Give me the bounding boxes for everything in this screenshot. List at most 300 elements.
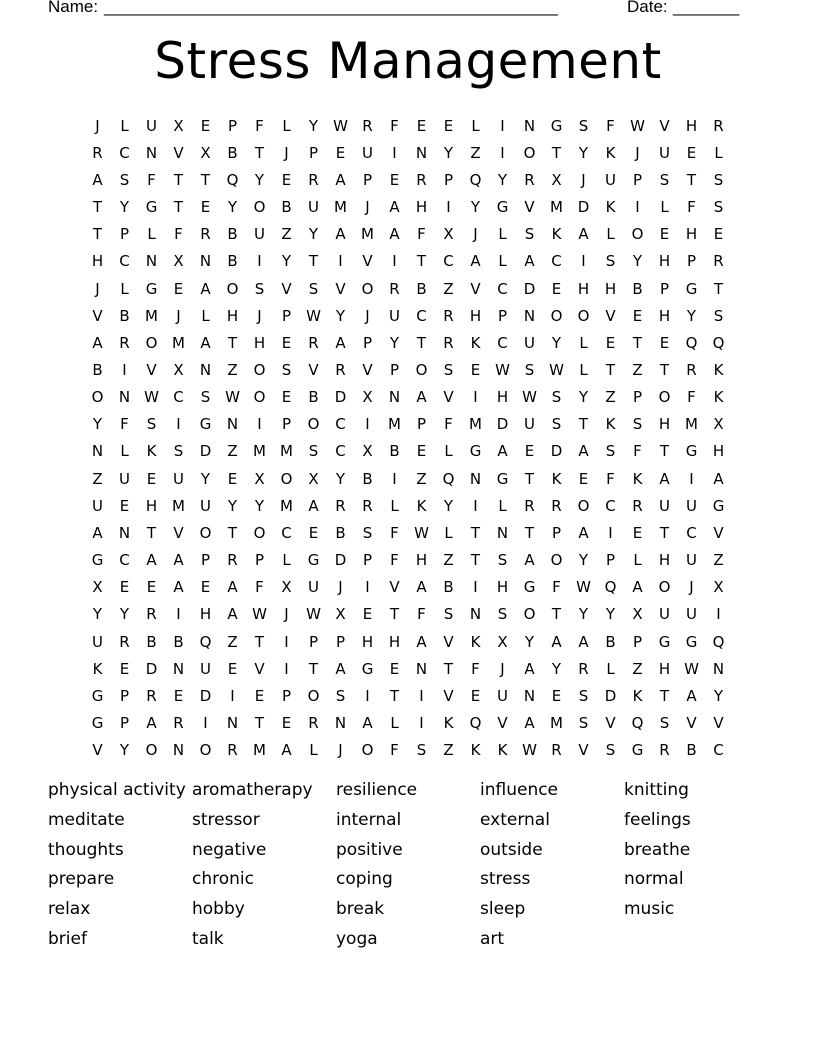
grid-letter: L [390,714,399,733]
grid-letter: I [257,415,262,434]
grid-letter: W [684,659,699,678]
grid-letter: P [389,360,400,379]
grid-letter: H [712,442,725,461]
grid-letter: O [199,741,212,760]
grid-letter: G [550,116,563,135]
grid-letter: J [95,116,100,135]
grid-letter: E [713,225,724,244]
grid-letter: P [659,279,670,298]
grid-letter: Z [92,469,103,488]
grid-letter: R [713,252,724,271]
grid-letter: G [145,198,158,217]
grid-letter: Y [119,198,130,217]
grid-letter: X [173,252,184,271]
grid-letter: X [173,360,184,379]
grid-letter: M [550,198,563,217]
grid-letter: E [470,686,481,705]
grid-letter: I [365,415,370,434]
grid-letter: P [254,551,265,570]
grid-letter: U [686,496,697,515]
grid-letter: Y [578,143,589,162]
grid-letter: T [713,279,724,298]
grid-letter: F [552,578,561,597]
grid-letter: E [227,469,238,488]
grid-letter: T [416,333,427,352]
grid-letter: I [608,523,613,542]
grid-letter: E [173,279,184,298]
grid-letter: A [335,659,346,678]
grid-letter: S [443,360,454,379]
grid-letter: M [550,714,563,733]
grid-letter: W [252,605,267,624]
grid-letter: O [658,388,671,407]
grid-letter: V [362,252,373,271]
grid-letter: L [579,360,588,379]
grid-letter: R [335,496,346,515]
grid-letter: U [92,496,103,515]
grid-letter: P [362,170,373,189]
grid-letter: Y [551,333,562,352]
grid-letter: Z [227,632,238,651]
grid-letter: N [172,741,185,760]
grid-letter: Y [308,116,319,135]
grid-letter: E [173,686,184,705]
grid-letter: M [361,225,374,244]
grid-letter: X [497,632,508,651]
grid-letter: A [524,714,535,733]
grid-letter: H [685,225,698,244]
grid-letter: F [606,469,615,488]
grid-letter: I [392,469,397,488]
grid-letter: Y [524,632,535,651]
grid-letter: I [365,686,370,705]
grid-letter: N [91,442,104,461]
grid-letter: G [145,279,158,298]
grid-letter: I [284,659,289,678]
grid-letter: G [685,442,698,461]
grid-letter: V [308,360,319,379]
grid-letter: L [633,551,642,570]
grid-letter: J [500,659,505,678]
grid-letter: J [95,279,100,298]
grid-letter: O [280,469,293,488]
grid-letter: L [444,523,453,542]
grid-letter: A [335,170,346,189]
grid-letter: Z [416,469,427,488]
grid-letter: T [551,143,562,162]
grid-letter: T [551,605,562,624]
grid-letter: I [338,252,343,271]
grid-letter: C [497,333,508,352]
grid-letter: A [146,551,157,570]
grid-letter: A [173,578,184,597]
grid-letter: E [362,605,373,624]
grid-letter: D [604,686,617,705]
grid-letter: K [605,143,616,162]
grid-letter: Z [281,225,292,244]
grid-letter: C [605,496,616,515]
grid-letter: Q [226,170,239,189]
grid-letter: R [92,143,103,162]
grid-letter: R [578,659,589,678]
grid-letter: U [308,198,319,217]
grid-letter: D [199,686,212,705]
grid-letter: O [253,523,266,542]
grid-letter: F [120,415,129,434]
grid-letter: E [146,578,157,597]
grid-letter: H [577,279,590,298]
grid-letter: I [446,198,451,217]
grid-letter: E [551,279,562,298]
grid-letter: L [309,741,318,760]
grid-letter: R [119,632,130,651]
grid-letter: Y [578,388,589,407]
grid-letter: D [577,198,590,217]
grid-letter: A [200,279,211,298]
grid-letter: Q [631,714,644,733]
grid-letter: G [712,496,725,515]
word-list-item: coping [336,869,393,890]
grid-letter: S [605,252,616,271]
word-list-item: hobby [192,899,245,920]
grid-letter: E [254,686,265,705]
grid-letter: X [281,578,292,597]
grid-letter: O [91,388,104,407]
grid-letter: P [632,388,643,407]
word-list-item: breathe [624,839,691,860]
grid-letter: A [173,551,184,570]
grid-letter: F [444,415,453,434]
grid-letter: W [414,523,429,542]
grid-letter: P [686,252,697,271]
grid-letter: X [173,116,184,135]
grid-letter: B [173,632,184,651]
grid-letter: F [606,116,615,135]
grid-letter: P [605,551,616,570]
grid-letter: A [659,469,670,488]
grid-letter: E [200,116,211,135]
grid-letter: T [227,523,238,542]
grid-letter: R [713,116,724,135]
grid-letter: V [605,714,616,733]
grid-letter: U [200,496,211,515]
grid-letter: I [365,578,370,597]
grid-letter: Z [605,388,616,407]
grid-letter: S [713,306,724,325]
grid-letter: G [685,632,698,651]
grid-letter: Q [604,578,617,597]
grid-letter: H [226,306,239,325]
grid-letter: J [581,170,586,189]
grid-letter: E [281,170,292,189]
grid-letter: B [416,279,427,298]
grid-letter: R [227,741,238,760]
grid-letter: P [281,306,292,325]
grid-letter: A [713,469,724,488]
grid-letter: K [497,741,508,760]
grid-letter: Z [227,442,238,461]
grid-letter: B [632,279,643,298]
grid-letter: Q [712,333,725,352]
grid-letter: V [524,198,535,217]
grid-letter: T [92,225,103,244]
grid-letter: U [659,605,670,624]
grid-letter: G [361,659,374,678]
grid-letter: Z [443,279,454,298]
grid-letter: E [443,116,454,135]
grid-letter: Y [119,605,130,624]
grid-letter: G [685,279,698,298]
word-list-item: thoughts [48,839,124,860]
grid-letter: J [176,306,181,325]
grid-letter: L [471,116,480,135]
grid-letter: L [498,252,507,271]
grid-letter: D [496,415,509,434]
word-list-item: relax [48,899,91,920]
grid-letter: N [496,523,509,542]
grid-letter: U [146,116,157,135]
grid-letter: Z [713,551,724,570]
grid-letter: H [469,306,482,325]
word-list [48,777,768,956]
grid-letter: L [147,225,156,244]
grid-letter: V [92,741,103,760]
grid-letter: O [253,360,266,379]
word-list-item: talk [192,928,224,949]
grid-letter: Y [119,741,130,760]
grid-letter: S [362,523,373,542]
grid-letter: V [335,279,346,298]
grid-letter: R [335,360,346,379]
grid-letter: P [551,523,562,542]
grid-letter: I [419,686,424,705]
grid-letter: W [495,360,510,379]
grid-letter: B [227,143,238,162]
grid-letter: E [281,388,292,407]
grid-letter: M [280,442,293,461]
grid-letter: T [254,143,265,162]
grid-letter: T [659,360,670,379]
grid-letter: N [388,388,401,407]
grid-letter: E [578,469,589,488]
grid-letter: U [389,306,400,325]
name-field-line: ________________________________________________ [104,0,558,16]
grid-letter: M [334,198,347,217]
grid-letter: S [659,170,670,189]
grid-letter: I [500,116,505,135]
grid-letter: E [524,442,535,461]
grid-letter: Y [605,605,616,624]
grid-letter: S [308,442,319,461]
grid-letter: K [551,469,562,488]
grid-letter: S [524,225,535,244]
grid-letter: N [226,714,239,733]
grid-letter: R [524,496,535,515]
grid-letter: B [281,198,292,217]
grid-letter: T [416,252,427,271]
grid-letter: I [257,252,262,271]
grid-letter: F [147,170,156,189]
grid-letter: I [581,252,586,271]
grid-letter: F [417,225,426,244]
grid-letter: V [173,143,184,162]
grid-letter: K [551,225,562,244]
grid-letter: E [119,496,130,515]
grid-letter: L [120,442,129,461]
grid-letter: H [658,306,671,325]
grid-letter: S [578,686,589,705]
name-label: Name: [48,0,99,16]
grid-letter: E [200,198,211,217]
grid-letter: F [255,578,264,597]
word-list-item: prepare [48,869,115,890]
grid-letter: U [92,632,103,651]
grid-letter: K [713,360,724,379]
grid-letter: F [417,605,426,624]
grid-letter: T [659,523,670,542]
grid-letter: X [443,225,454,244]
grid-letter: M [469,415,482,434]
grid-letter: M [172,496,185,515]
grid-letter: W [333,116,348,135]
grid-letter: A [416,632,427,651]
grid-letter: H [496,388,509,407]
grid-letter: K [92,659,103,678]
grid-letter: I [473,578,478,597]
grid-letter: T [146,523,157,542]
grid-letter: S [335,686,346,705]
grid-letter: E [227,659,238,678]
grid-letter: H [361,632,374,651]
grid-letter: F [687,198,696,217]
grid-letter: S [146,415,157,434]
grid-letter: E [659,333,670,352]
grid-letter: M [145,306,158,325]
grid-letter: R [173,714,184,733]
grid-letter: V [173,523,184,542]
grid-letter: A [524,551,535,570]
grid-letter: B [605,632,616,651]
grid-letter: L [390,496,399,515]
grid-letter: R [443,333,454,352]
grid-letter: I [635,198,640,217]
grid-letter: E [119,659,130,678]
grid-letter: R [362,116,373,135]
grid-letter: O [523,605,536,624]
grid-letter: M [388,415,401,434]
grid-letter: P [119,714,130,733]
grid-letter: N [415,659,428,678]
grid-letter: I [689,469,694,488]
grid-letter: O [361,279,374,298]
grid-letter: R [362,496,373,515]
grid-letter: B [362,469,373,488]
grid-letter: J [338,578,343,597]
grid-letter: N [523,116,536,135]
grid-letter: E [416,116,427,135]
grid-letter: R [524,170,535,189]
grid-letter: A [335,225,346,244]
grid-letter: Y [281,252,292,271]
grid-letter: K [443,714,454,733]
grid-letter: X [713,578,724,597]
grid-letter: R [416,170,427,189]
grid-letter: X [308,469,319,488]
grid-letter: A [389,225,400,244]
grid-letter: X [335,605,346,624]
grid-letter: F [471,659,480,678]
grid-letter: H [658,252,671,271]
grid-letter: J [257,306,262,325]
grid-letter: E [335,143,346,162]
grid-letter: S [713,170,724,189]
grid-letter: Z [443,551,454,570]
grid-letter: V [605,306,616,325]
grid-letter: P [281,415,292,434]
grid-letter: F [174,225,183,244]
grid-letter: P [416,415,427,434]
grid-letter: J [635,143,640,162]
grid-letter: X [632,605,643,624]
grid-letter: Q [685,333,698,352]
grid-letter: W [549,360,564,379]
grid-letter: C [281,523,292,542]
grid-letter: S [605,741,616,760]
grid-letter: G [631,741,644,760]
grid-letter: Y [227,496,238,515]
grid-letter: S [605,442,616,461]
grid-letter: O [550,551,563,570]
word-list-item: outside [480,839,543,860]
grid-letter: L [714,143,723,162]
grid-letter: Y [443,143,454,162]
grid-letter: Y [335,469,346,488]
grid-letter: A [92,333,103,352]
grid-letter: R [443,306,454,325]
grid-letter: O [145,333,158,352]
grid-letter: V [146,360,157,379]
grid-letter: N [469,469,482,488]
grid-letter: U [119,469,130,488]
grid-letter: I [500,143,505,162]
grid-letter: G [91,551,104,570]
grid-letter: A [497,442,508,461]
grid-letter: P [200,551,211,570]
grid-letter: G [496,469,509,488]
grid-letter: K [470,632,481,651]
grid-letter: G [523,578,536,597]
grid-letter: Q [469,170,482,189]
grid-letter: K [632,469,643,488]
grid-letter: A [551,632,562,651]
grid-letter: S [254,279,265,298]
word-list-item: yoga [336,928,378,949]
grid-letter: T [308,659,319,678]
date-label: Date: [627,0,668,16]
grid-letter: T [659,686,670,705]
grid-letter: K [605,198,616,217]
word-list-item: stress [480,869,531,890]
grid-letter: L [498,496,507,515]
grid-letter: L [606,225,615,244]
grid-letter: S [497,551,508,570]
grid-letter: T [92,198,103,217]
grid-letter: G [496,198,509,217]
grid-letter: H [496,578,509,597]
grid-letter: W [522,741,537,760]
grid-letter: F [255,116,264,135]
grid-letter: Z [632,360,643,379]
